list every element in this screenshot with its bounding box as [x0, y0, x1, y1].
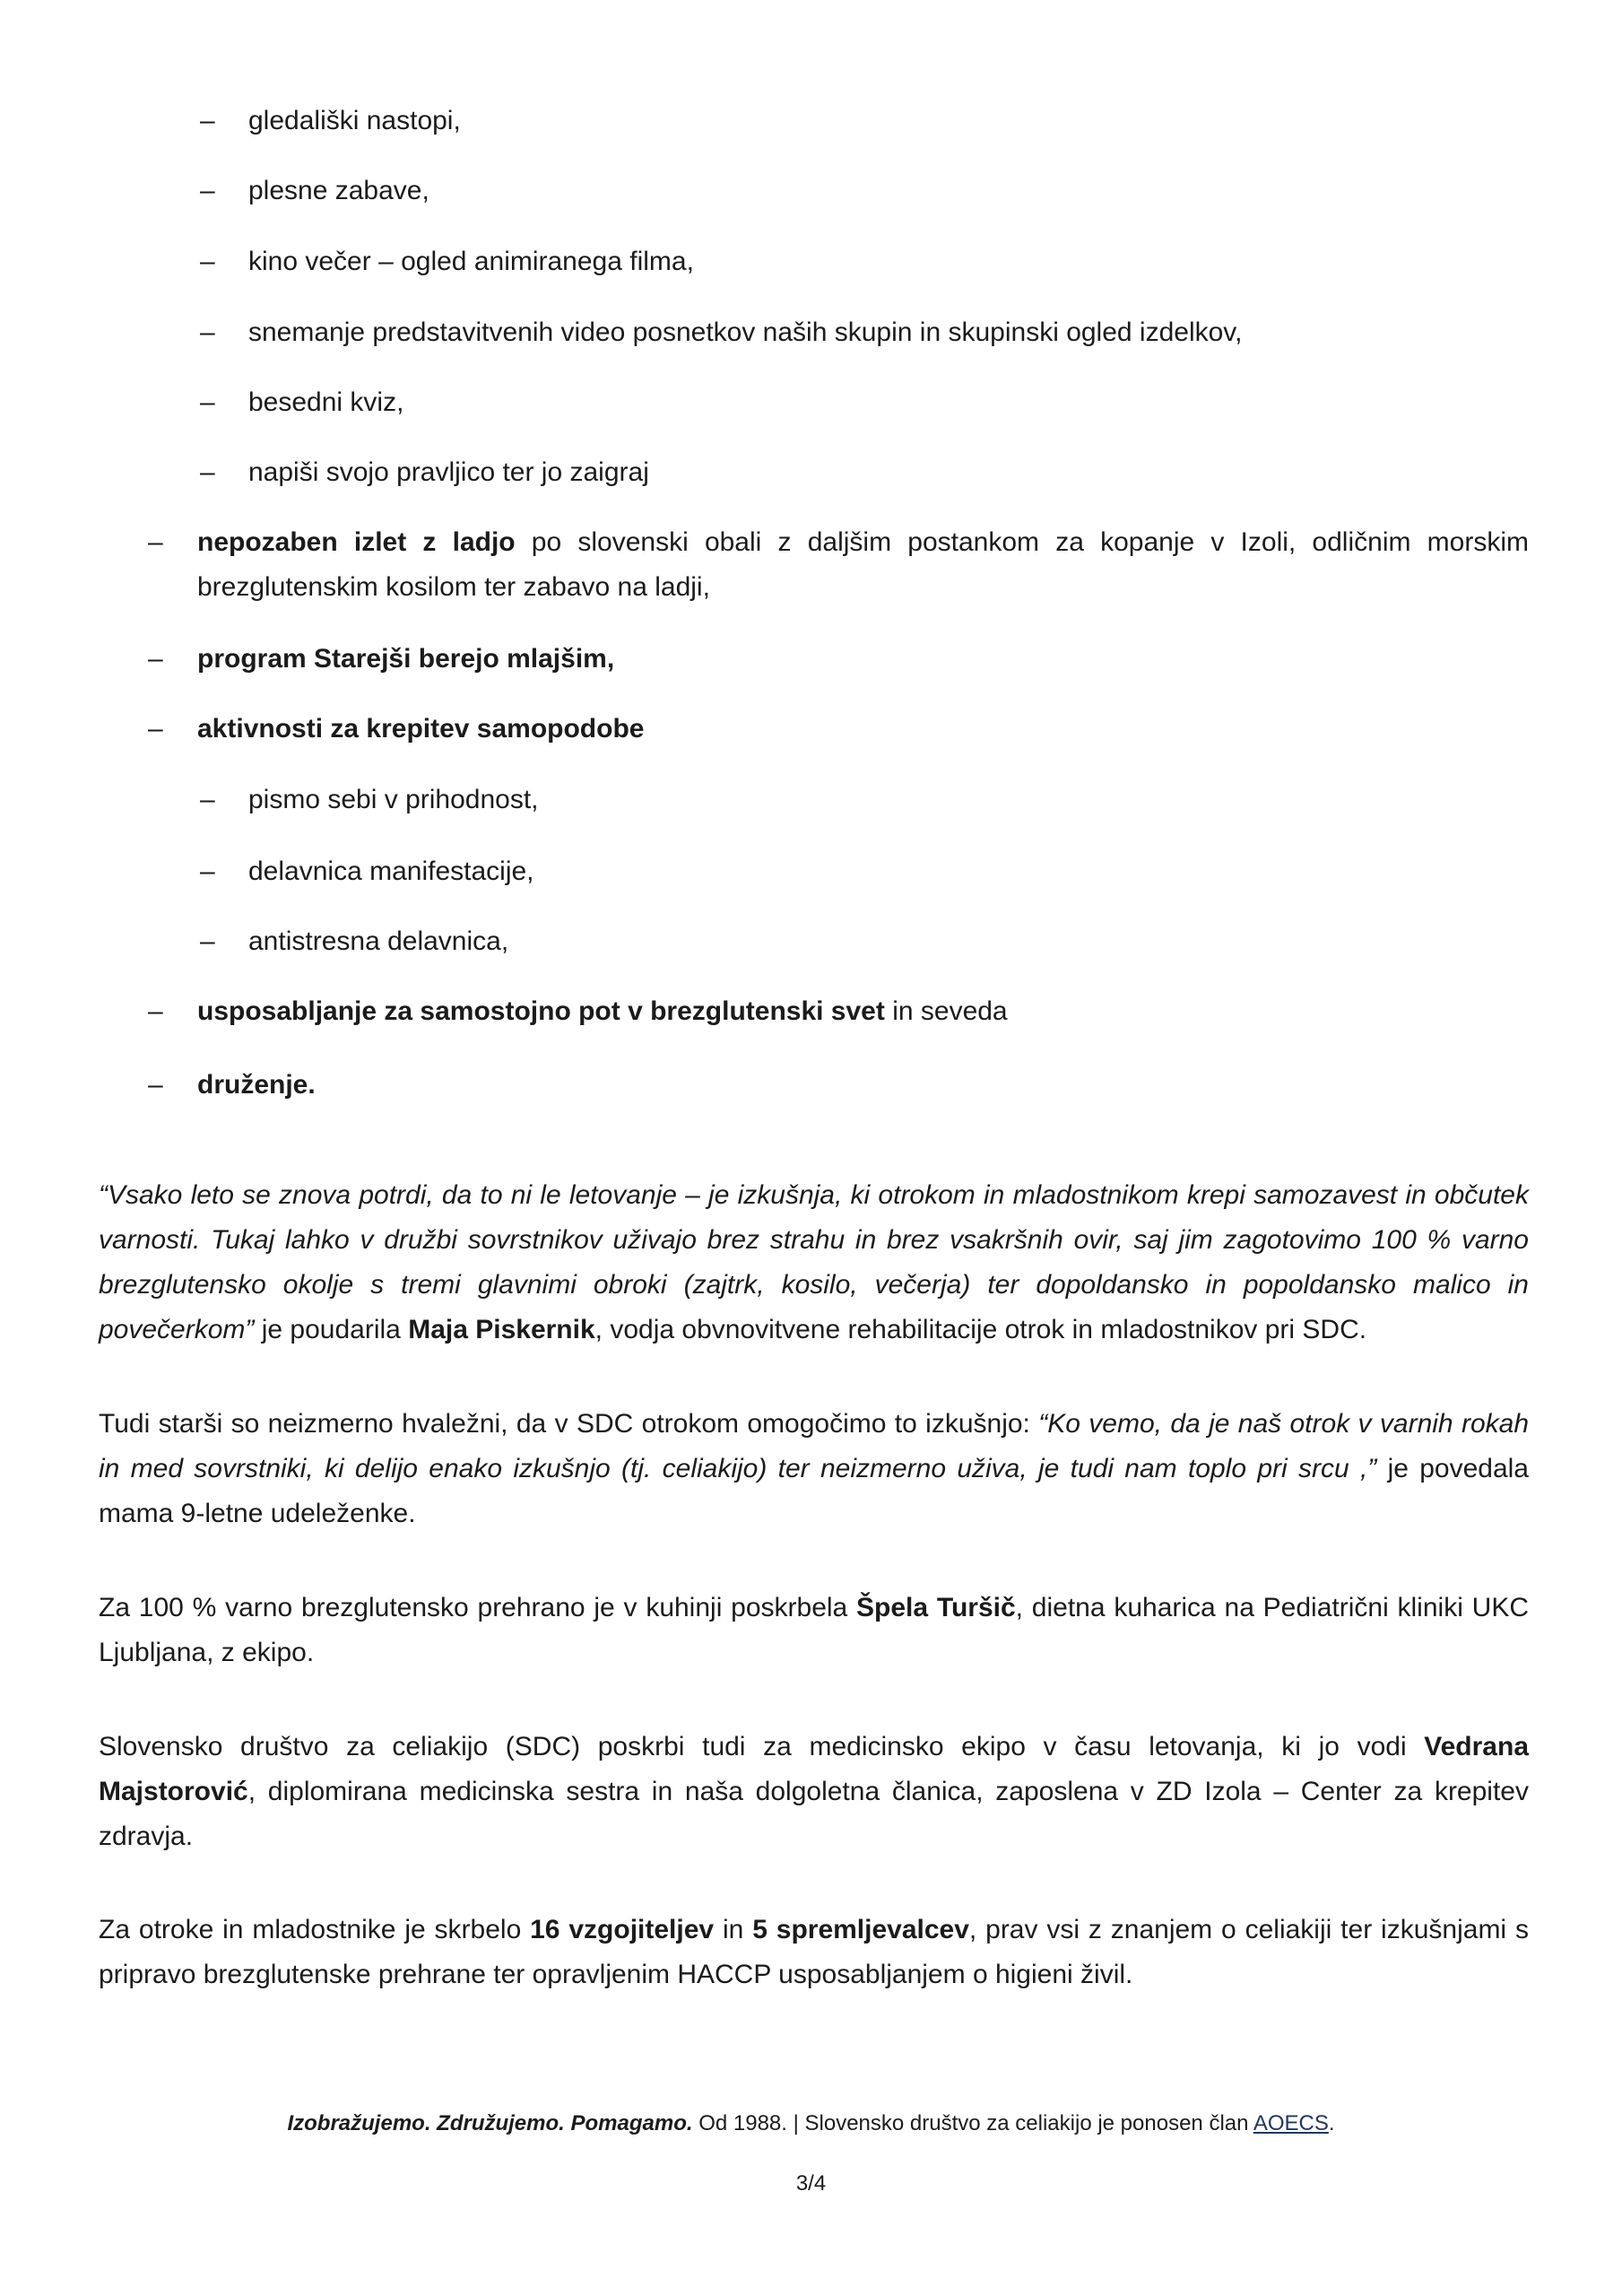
list-item — [200, 169, 1529, 213]
page-number — [0, 2170, 1622, 2198]
bullet-dash: – — [200, 176, 215, 205]
quote-italic-text: “Ko vemo, da je naš otrok v varnih rokah in med sovrstniki, ki delijo enako izkušnjo (tj. celiakijo) ter neizmerno uživa, je tudi nam toplo pri srcu ,” — [99, 1409, 1530, 1483]
paragraph-text: in — [714, 1915, 753, 1944]
bullet-dash: – — [148, 644, 163, 674]
list-item-text: gledališki nastopi, — [248, 106, 461, 135]
list-item — [200, 380, 1529, 425]
bullet-dash: – — [148, 996, 163, 1026]
paragraph-text: je poudarila — [254, 1315, 409, 1344]
bullet-dash: – — [200, 785, 215, 814]
person-name-bold: Špela Turšič — [856, 1593, 1016, 1622]
list-item-text-bold: aktivnosti za krepitev samopodobe — [197, 714, 645, 744]
bullet-dash: – — [148, 714, 163, 744]
list-item — [200, 919, 1529, 964]
list-item-text-bold: program Starejši berejo mlajšim, — [197, 644, 615, 674]
staff-count-bold: 16 vzgojiteljev — [530, 1915, 715, 1944]
aoecs-link[interactable]: AOECS — [1253, 2111, 1329, 2135]
list-item-text: delavnica manifestacije, — [248, 857, 534, 886]
paragraph-quote-parent — [99, 1402, 1529, 1536]
paragraph-text: , prav vsi z znanjem o celiakiji ter izkušnjami s pripravo brezglutenske prehrane ter opravljenim HACCP usposabljanjem o higieni živil. — [99, 1915, 1529, 1989]
bullet-dash: – — [200, 926, 215, 956]
list-item-text: kino večer – ogled animiranega filma, — [248, 247, 694, 276]
list-item-boat-trip — [148, 520, 1529, 610]
list-item-text: besedni kviz, — [248, 387, 404, 417]
paragraph-text: Tudi starši so neizmerno hvaležni, da v SDC otrokom omogočimo to izkušnjo: — [99, 1409, 1039, 1439]
list-item-program — [148, 637, 1529, 682]
list-item-text: pismo sebi v prihodnost, — [248, 785, 539, 814]
list-item-text: po slovenski obali z daljšim postankom za kopanje v Izoli, odličnim morskim brezglutenskim kosilom ter zabavo na ladji, — [197, 527, 1529, 602]
list-item-aktivnosti — [148, 707, 1529, 752]
bullet-dash: – — [200, 857, 215, 886]
list-item — [200, 849, 1529, 894]
quote-italic-text: “Vsako leto se znova potrdi, da to ni le letovanje – je izkušnja, ki otrokom in mladostnikom krepi samozavest in občutek varnosti. Tukaj lahko v družbi sovrstnikov uživajo brez strahu in brez vsakršnih ovir, saj jim zagotovimo 100 % varno brezglutensko okolje s tremi glavnimi obroki (zajtrk, kosilo, večerja) ter dopoldansko in popoldansko malico in povečerkom” — [99, 1180, 1529, 1344]
paragraph-text: , dietna kuharica na Pediatrični kliniki UKC Ljubljana, z ekipo. — [99, 1593, 1529, 1667]
footer-motto: Izobražujemo. Združujemo. Pomagamo. — [287, 2111, 693, 2135]
bullet-dash: – — [200, 247, 215, 276]
list-item-druzenje — [148, 1063, 1529, 1108]
list-item — [200, 99, 1529, 144]
bullet-dash: – — [200, 317, 215, 347]
person-name-bold: Maja Piskernik — [408, 1315, 595, 1344]
list-item-text: napiši svojo pravljico ter jo zaigraj — [248, 457, 649, 487]
paragraph-text: Slovensko društvo za celiakijo (SDC) poskrbi tudi za medicinsko ekipo v času letovanja, ki jo vodi — [99, 1732, 1425, 1761]
staff-count-bold: 5 spremljevalcev — [752, 1915, 969, 1944]
page-number-text: 3/4 — [795, 2171, 827, 2196]
list-item-text-bold: druženje. — [197, 1070, 316, 1100]
paragraph-text: , vodja obvnovitvene rehabilitacije otrok in mladostnikov pri SDC. — [594, 1315, 1367, 1344]
list-item-text: antistresna delavnica, — [248, 926, 509, 956]
footer — [0, 2109, 1622, 2138]
paragraph-text: je povedala mama 9-letne udeleženke. — [99, 1454, 1529, 1528]
paragraph-medical-team — [99, 1725, 1529, 1859]
list-item-usposabljanje — [148, 989, 1529, 1034]
paragraph-quote-maja — [99, 1173, 1529, 1352]
list-item-text: snemanje predstavitvenih video posnetkov naših skupin in skupinski ogled izdelkov, — [248, 317, 1243, 347]
list-item-text: plesne zabave, — [248, 176, 429, 205]
list-item — [200, 778, 1529, 822]
list-item — [200, 450, 1529, 495]
bullet-dash: – — [200, 106, 215, 135]
bullet-dash: – — [200, 387, 215, 417]
paragraph-text: Za otroke in mladostnike je skrbelo — [99, 1915, 531, 1944]
paragraph-text: , diplomirana medicinska sestra in naša dolgoletna članica, zaposlena v ZD Izola – Center za krepitev zdravja. — [99, 1777, 1529, 1851]
person-name-bold: Vedrana Majstorović — [99, 1732, 1529, 1806]
paragraph-staff — [99, 1908, 1529, 1997]
footer-text: Od 1988. | Slovensko društvo za celiakijo je ponosen član — [692, 2111, 1253, 2135]
footer-text: . — [1328, 2111, 1335, 2135]
list-item-text: in seveda — [884, 996, 1008, 1026]
bullet-dash: – — [148, 527, 163, 557]
paragraph-text: Za 100 % varno brezglutensko prehrano je v kuhinji poskrbela — [99, 1593, 857, 1622]
list-item-text-bold: nepozaben izlet z ladjo — [197, 527, 516, 557]
list-item — [200, 239, 1529, 284]
paragraph-kitchen — [99, 1586, 1529, 1675]
bullet-dash: – — [148, 1070, 163, 1100]
bullet-dash: – — [200, 457, 215, 487]
list-item-text-bold: usposabljanje za samostojno pot v brezglutenski svet — [197, 996, 885, 1026]
list-item — [200, 310, 1529, 355]
